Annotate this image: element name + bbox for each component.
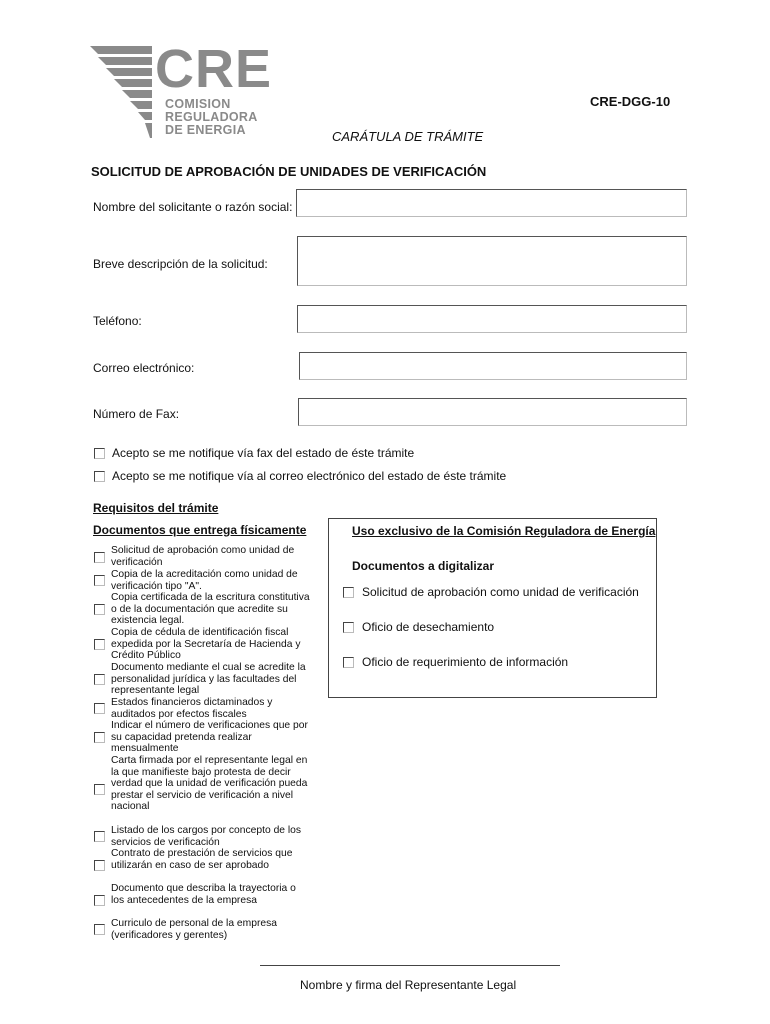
description-input[interactable] (297, 236, 687, 286)
document-checkbox-7[interactable] (94, 732, 105, 743)
name-label: Nombre del solicitante o razón social: (93, 200, 293, 214)
document-checkbox-8[interactable] (94, 784, 105, 795)
signature-label: Nombre y firma del Representante Legal (300, 978, 517, 992)
digitize-checkbox-3[interactable] (343, 657, 354, 668)
cre-logo-stripes-icon (90, 46, 152, 138)
logo-line-3: DE ENERGIA (165, 123, 246, 137)
document-checkbox-12[interactable] (94, 924, 105, 935)
form-code: CRE-DGG-10 (590, 94, 671, 109)
digitize-item-1: Solicitud de aprobación como unidad de verificación (362, 585, 639, 599)
document-checkbox-11[interactable] (94, 895, 105, 906)
digitize-heading: Documentos a digitalizar (352, 559, 495, 573)
digitize-item-2: Oficio de desechamiento (362, 620, 495, 634)
digitize-checkbox-1[interactable] (343, 587, 354, 598)
document-item-9: Listado de los cargos por concepto de los servicios de verificación (111, 825, 302, 848)
document-item-5: Documento mediante el cual se acredite la personalidad jurídica y las facultades del representante legal (111, 662, 306, 697)
document-checkbox-1[interactable] (94, 552, 105, 563)
description-label: Breve descripción de la solicitud: (93, 257, 268, 271)
document-item-8: Carta firmada por el representante legal en la que manifieste bajo protesta de decir verdad que la unidad de verificación pueda prestar el servicio de verificación a nivel nacional (111, 755, 308, 813)
documents-heading: Documentos que entrega físicamente (93, 523, 307, 537)
document-item-1: Solicitud de aprobación como unidad de verificación (111, 545, 295, 568)
email-consent-label: Acepto se me notifique vía al correo electrónico del estado de éste trámite (112, 469, 507, 483)
digitize-checkbox-2[interactable] (343, 622, 354, 633)
document-item-7: Indicar el número de verificaciones que por su capacidad pretenda realizar mensualmente (111, 720, 308, 755)
phone-label: Teléfono: (93, 314, 142, 328)
document-item-11: Documento que describa la trayectoria o los antecedentes de la empresa (111, 883, 296, 906)
fax-consent-label: Acepto se me notifique vía fax del estado de éste trámite (112, 446, 415, 460)
document-item-12: Curriculo de personal de la empresa (verificadores y gerentes) (111, 918, 277, 941)
fax-label: Número de Fax: (93, 407, 180, 421)
name-input[interactable] (296, 189, 687, 217)
office-use-box (328, 518, 657, 698)
office-use-title: Uso exclusivo de la Comisión Reguladora de Energía (352, 524, 656, 538)
form-title: SOLICITUD DE APROBACIÓN DE UNIDADES DE VERIFICACIÓN (91, 164, 487, 179)
document-item-4: Copia de cédula de identificación fiscal expedida por la Secretaría de Hacienda y Crédito Público (111, 627, 301, 662)
fax-consent-checkbox[interactable] (94, 448, 105, 459)
document-checkbox-4[interactable] (94, 639, 105, 650)
email-consent-checkbox[interactable] (94, 471, 105, 482)
email-label: Correo electrónico: (93, 361, 195, 375)
logo-line-2: REGULADORA (165, 110, 258, 124)
document-checkbox-3[interactable] (94, 604, 105, 615)
phone-input[interactable] (297, 305, 687, 333)
document-item-10: Contrato de prestación de servicios que utilizarán en caso de ser aprobado (111, 848, 293, 871)
requirements-heading: Requisitos del trámite (93, 501, 219, 515)
document-item-2: Copia de la acreditación como unidad de verificación tipo "A". (111, 569, 298, 592)
logo-wordmark: CRE (155, 39, 273, 99)
email-input[interactable] (299, 352, 687, 380)
digitize-item-3: Oficio de requerimiento de información (362, 655, 569, 669)
form-subtitle: CARÁTULA DE TRÁMITE (332, 129, 484, 144)
document-item-6: Estados financieros dictaminados y auditados por efectos fiscales (111, 697, 273, 720)
signature-line[interactable] (260, 965, 560, 966)
document-checkbox-5[interactable] (94, 674, 105, 685)
document-checkbox-6[interactable] (94, 703, 105, 714)
logo-line-1: COMISION (165, 97, 231, 111)
document-item-3: Copia certificada de la escritura constitutiva o de la documentación que acredite su existencia legal. (111, 592, 310, 627)
document-checkbox-10[interactable] (94, 860, 105, 871)
document-checkbox-2[interactable] (94, 575, 105, 586)
fax-input[interactable] (298, 398, 687, 426)
document-checkbox-9[interactable] (94, 831, 105, 842)
